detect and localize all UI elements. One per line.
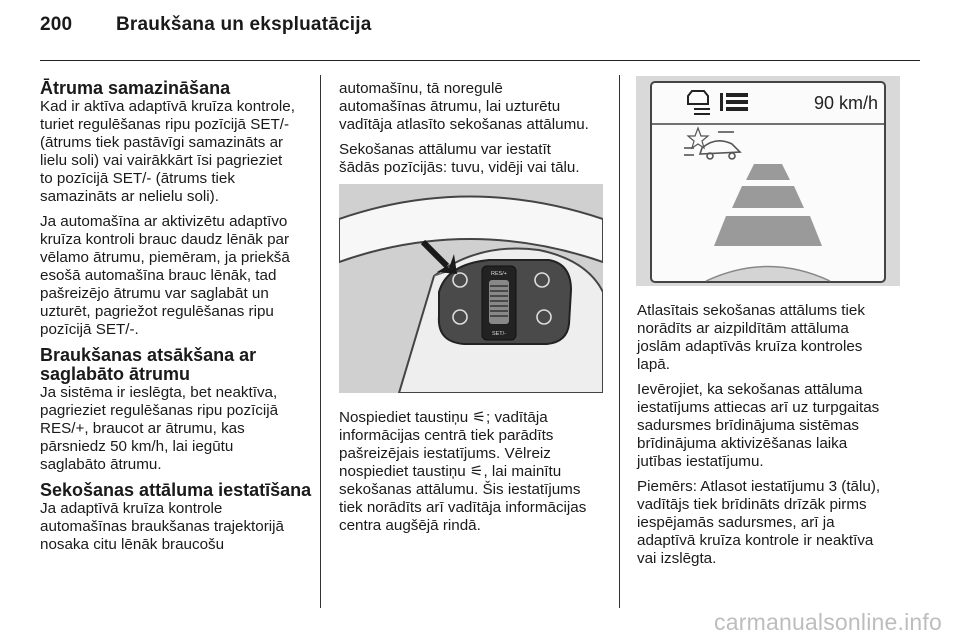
chapter-title: Braukšana un ekspluatācija <box>116 14 372 35</box>
paragraph: Nospiediet taustiņu ⚟; vadītāja informācijas centrā tiek parādīts pašreizējais iestatījums. Vēlreiz nospiediet taustiņu ⚟, lai mainītu sekošanas attālumu. Šis iestatījums tiek norādīts arī vadītāja informācijas centra augšējā rindā. <box>339 409 587 534</box>
paragraph: Ja sistēma ir ieslēgta, bet neaktīva, pagrieziet regulēšanas ripu pozīcijā RES/+, braucot ar ātrumu, kas pārsniedz 50 km/h, lai iegūtu saglabāto ātrumu. <box>40 384 279 473</box>
heading-gap-setting: Sekošanas attāluma iestatīšana <box>40 480 312 500</box>
distance-bar-2 <box>732 186 804 208</box>
steering-wheel-figure <box>339 184 603 393</box>
column-divider-1 <box>320 75 321 608</box>
paragraph: Ja adaptīvā kruīza kontrole automašīnas braukšanas trajektorijā nosaka citu lēnāk braucošu <box>40 500 284 553</box>
column-divider-2 <box>619 75 620 608</box>
text-column-2 <box>339 80 609 184</box>
paragraph: Atlasītais sekošanas attālums tiek norādīts ar aizpildītām attāluma joslām adaptīvās kruīza kontroles lapā. <box>637 302 865 373</box>
res-label: RES/+ <box>490 271 508 277</box>
paragraph: automašīnu, tā noregulē automašīnas ātrumu, lai uzturētu vadītāja atlasīto sekošanas attālumu. <box>339 80 589 133</box>
paragraph: Ja automašīna ar aktivizētu adaptīvo kruīza kontroli brauc daudz lēnāk par vēlamo ātrumu, piemēram, ja priekšā esošā automašīna brauc lēnāk, tad pašreizējo ātrumu var saglabāt un uzturēt, pagriežot regulēšanas ripu pozīcijā SET/-. <box>40 213 290 338</box>
paragraph: Piemērs: Atlasot iestatījumu 3 (tālu), vadītājs tiek brīdināts drīzāk pirms iespējamās sadursmes, arī ja adaptīvā kruīza kontrole ir neaktīva vai izslēgta. <box>637 478 881 567</box>
paragraph: Kad ir aktīva adaptīvā kruīza kontrole, turiet regulēšanas ripu pozīcijā SET/- (ātrums tiek pastāvīgi samazināts ar lielu soli) vai vairākkārt īsi pagrieziet to pozīcijā SET/- (ātrums tiek samazināts ar nelielu soli). <box>40 98 295 205</box>
distance-bar-3 <box>714 216 822 246</box>
set-label: SET/- <box>491 331 507 337</box>
paragraph: Ievērojiet, ka sekošanas attāluma iestatījums attiecas arī uz turpgaitas sadursmes brīdinājuma sistēmas brīdinājuma aktivizēšanas laika jutības iestatījumu. <box>637 381 880 470</box>
paragraph: Sekošanas attālumu var iestatīt šādās pozīcijās: tuvu, vidēji vai tālu. <box>339 141 580 176</box>
cluster-display-figure <box>636 76 900 286</box>
watermark: carmanualsonline.info <box>714 609 942 635</box>
page-header <box>40 14 371 36</box>
speed-readout: 90 km/h <box>813 93 879 113</box>
heading-resume: Braukšanas atsākšana ar saglabāto ātrumu <box>40 345 257 384</box>
text-column-3 <box>637 302 922 575</box>
text-column-2-lower <box>339 409 609 542</box>
text-column-1 <box>40 79 316 561</box>
heading-speed-reduction: Ātruma samazināšana <box>40 78 231 98</box>
header-rule <box>40 60 920 61</box>
page-number: 200 <box>40 14 73 35</box>
